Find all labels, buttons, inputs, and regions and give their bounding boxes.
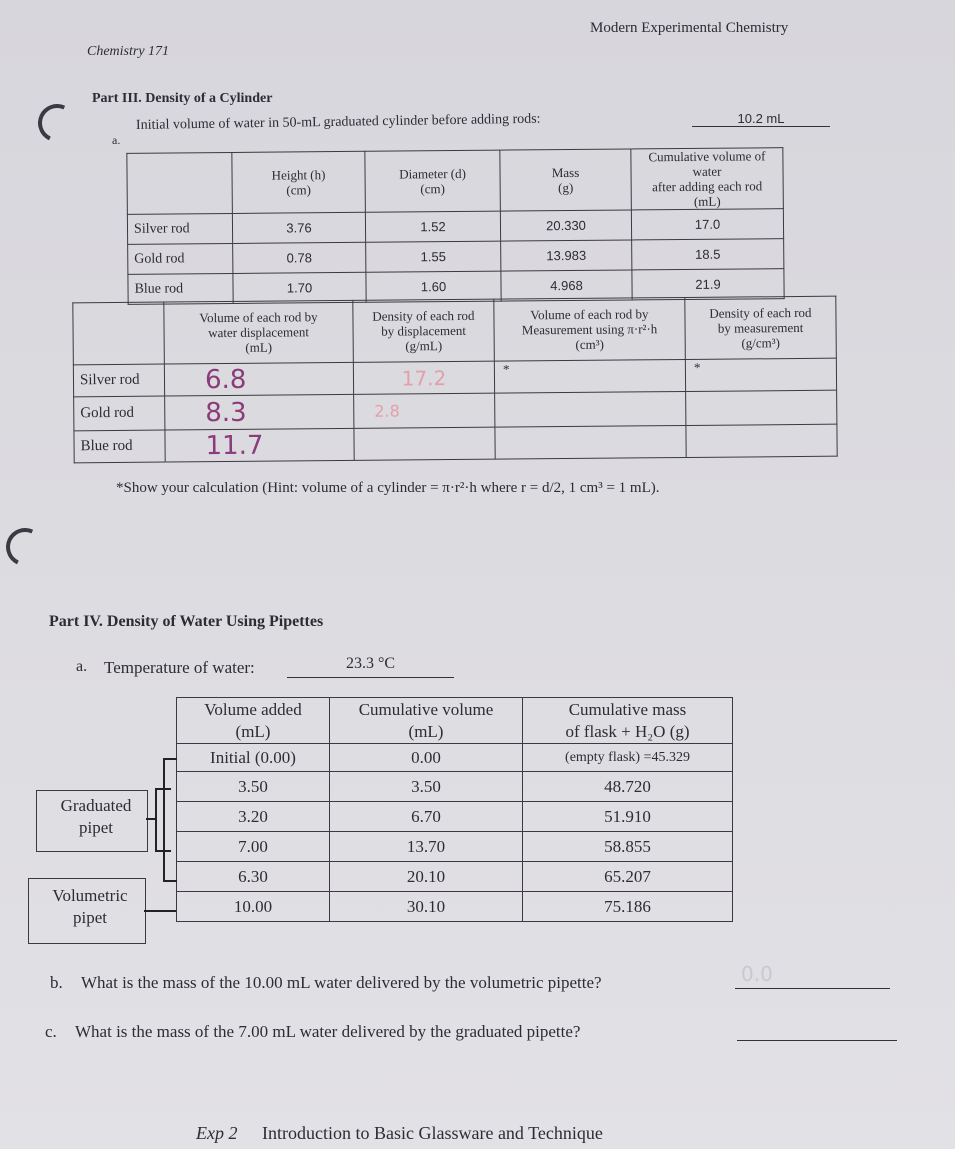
rod-density-table — [72, 296, 837, 464]
t1-diameter-silver[interactable]: 1.52 — [365, 211, 500, 242]
course-title: Chemistry 171 — [87, 44, 170, 59]
t1-mass-gold[interactable]: 13.983 — [501, 240, 632, 271]
t2-dens-silver[interactable]: 17.2 — [353, 361, 494, 394]
t2-densmeas-gold[interactable] — [686, 390, 837, 425]
t4-vol-4[interactable]: 6.30 — [177, 862, 330, 892]
t1-cumvol-silver[interactable]: 17.0 — [631, 209, 783, 240]
part3-q-a-letter: a. — [112, 133, 121, 147]
t4-header-volume-added: Volume added (mL) — [177, 698, 330, 744]
footer-title: Introduction to Basic Glassware and Technique — [262, 1123, 603, 1143]
pipette-data-table — [176, 697, 733, 922]
t4-cum-4[interactable]: 20.10 — [330, 862, 523, 892]
t2-vol-blue[interactable]: 11.7 — [165, 428, 354, 462]
t1-label-silver: Silver rod — [127, 213, 232, 244]
part3-title: Part III. Density of a Cylinder — [92, 91, 273, 106]
t1-height-silver[interactable]: 3.76 — [232, 212, 365, 243]
t2-vol-silver[interactable]: 6.8 — [164, 362, 353, 396]
part4-q-a-letter: a. — [76, 658, 88, 675]
t1-label-gold: Gold rod — [128, 243, 233, 274]
t4-cum-0[interactable]: 0.00 — [330, 744, 523, 772]
punch-hole-middle — [1, 523, 50, 572]
volumetric-mass-value: 0.0 — [741, 962, 773, 986]
t1-cumvol-blue[interactable]: 21.9 — [632, 269, 784, 300]
table-row — [177, 832, 733, 862]
graduated-mass-answer[interactable] — [737, 1018, 897, 1041]
t4-cum-5[interactable]: 30.10 — [330, 892, 523, 922]
t2-corner-cell — [73, 302, 165, 365]
t4-header-cumulative-volume: Cumulative volume (mL) — [330, 698, 523, 744]
t2-dens-blue[interactable] — [354, 427, 495, 460]
t2-volmeas-silver[interactable] — [494, 359, 685, 393]
t2-label-blue: Blue rod — [74, 430, 165, 463]
t4-mass-2[interactable]: 51.910 — [523, 802, 733, 832]
t1-mass-blue[interactable]: 4.968 — [501, 270, 632, 301]
t2-header-dens-meas-text: Density of each rod by measurement (g/cm³) — [709, 304, 812, 351]
table-row — [177, 802, 733, 832]
t1-diameter-gold[interactable]: 1.55 — [366, 241, 501, 272]
t2-densmeas-silver[interactable] — [685, 358, 836, 391]
part4-title: Part IV. Density of Water Using Pipettes — [49, 613, 324, 630]
table-row — [177, 862, 733, 892]
t2-star-vol: * — [502, 361, 510, 377]
t1-mass-silver[interactable]: 20.330 — [500, 210, 631, 241]
t1-header-cumvol: Cumulative volume of water after adding each rod (mL) — [631, 148, 784, 210]
t2-label-silver: Silver rod — [73, 364, 164, 397]
t4-cum-2[interactable]: 6.70 — [330, 802, 523, 832]
t2-vol-gold[interactable]: 8.3 — [165, 394, 354, 430]
t2-label-gold: Gold rod — [74, 396, 165, 431]
t2-header-vol-meas-text: Volume of each rod by Measurement using π·r²·h (cm³) — [521, 306, 658, 352]
volumetric-pipet-label: Volumetric pipet — [52, 886, 128, 927]
footer-exp: Exp 2 — [196, 1123, 238, 1143]
t4-header-cumulative-mass: Cumulative mass of flask + H₂O (g) — [523, 698, 733, 744]
punch-hole-top — [33, 99, 82, 148]
part4-q-a-text: Temperature of water: — [104, 658, 255, 677]
t2-volmeas-blue[interactable] — [495, 425, 686, 459]
volumetric-mass-answer[interactable] — [735, 962, 890, 989]
calculation-note: *Show your calculation (Hint: volume of a cylinder = π·r²·h where r = d/2, 1 cm³ = 1 mL). — [116, 480, 660, 496]
volumetric-bracket-line — [144, 910, 176, 912]
table-row — [177, 892, 733, 922]
t4-cum-3[interactable]: 13.70 — [330, 832, 523, 862]
t1-cumvol-gold[interactable]: 18.5 — [632, 239, 784, 270]
t1-header-diameter: Diameter (d) (cm) — [365, 150, 501, 212]
t2-volmeas-gold[interactable] — [495, 391, 686, 427]
initial-volume-value: 10.2 mL — [737, 111, 785, 126]
t1-height-gold[interactable]: 0.78 — [233, 242, 366, 273]
t1-height-blue[interactable]: 1.70 — [233, 272, 366, 303]
t1-diameter-blue[interactable]: 1.60 — [366, 271, 501, 302]
table-row — [177, 744, 733, 772]
part4-q-b-letter: b. — [50, 973, 63, 992]
graduated-bracket-stub — [146, 818, 156, 820]
water-temperature-answer[interactable] — [287, 655, 454, 678]
rod-measurements-table — [126, 147, 784, 305]
table-row — [177, 772, 733, 802]
t2-header-dens-meas — [685, 296, 837, 375]
t1-label-blue: Blue rod — [128, 273, 233, 304]
t1-header-height: Height (h) (cm) — [232, 151, 366, 213]
t2-header-dens-disp: Density of each rod by displacement (g/mL) — [353, 299, 495, 362]
t4-cum-1[interactable]: 3.50 — [330, 772, 523, 802]
t4-mass-1[interactable]: 48.720 — [523, 772, 733, 802]
t4-vol-3[interactable]: 7.00 — [177, 832, 330, 862]
initial-volume-answer[interactable] — [692, 111, 830, 127]
part4-q-c-letter: c. — [45, 1022, 57, 1041]
t2-star-dens: * — [693, 359, 701, 375]
t4-mass-5[interactable]: 75.186 — [523, 892, 733, 922]
t4-vol-5[interactable]: 10.00 — [177, 892, 330, 922]
part4-q-b-text: What is the mass of the 10.00 mL water delivered by the volumetric pipette? — [81, 973, 602, 992]
t4-vol-1[interactable]: 3.50 — [177, 772, 330, 802]
water-temperature-value: 23.3 °C — [345, 655, 396, 672]
part4-q-c-text: What is the mass of the 7.00 mL water delivered by the graduated pipette? — [75, 1022, 581, 1041]
part3-q-a-text: Initial volume of water in 50-mL graduated cylinder before adding rods: — [135, 111, 541, 133]
t1-corner-cell — [127, 152, 233, 214]
t4-vol-2[interactable]: 3.20 — [177, 802, 330, 832]
t4-mass-0[interactable]: (empty flask) =45.329 — [523, 744, 733, 772]
t4-mass-3[interactable]: 58.855 — [523, 832, 733, 862]
t4-mass-4[interactable]: 65.207 — [523, 862, 733, 892]
table-row — [74, 424, 837, 463]
graduated-pipet-label: Graduated pipet — [60, 796, 132, 837]
t2-densmeas-blue[interactable] — [686, 424, 837, 457]
book-title: Modern Experimental Chemistry — [590, 20, 789, 36]
t4-vol-0[interactable]: Initial (0.00) — [177, 744, 330, 772]
t2-header-vol-meas — [494, 297, 686, 377]
t2-dens-gold[interactable]: 2.8 — [354, 393, 495, 428]
t2-header-vol-disp: Volume of each rod by water displacement (mL) — [164, 300, 354, 364]
t1-header-mass: Mass (g) — [500, 149, 632, 211]
graduated-bracket-inner — [155, 788, 171, 852]
